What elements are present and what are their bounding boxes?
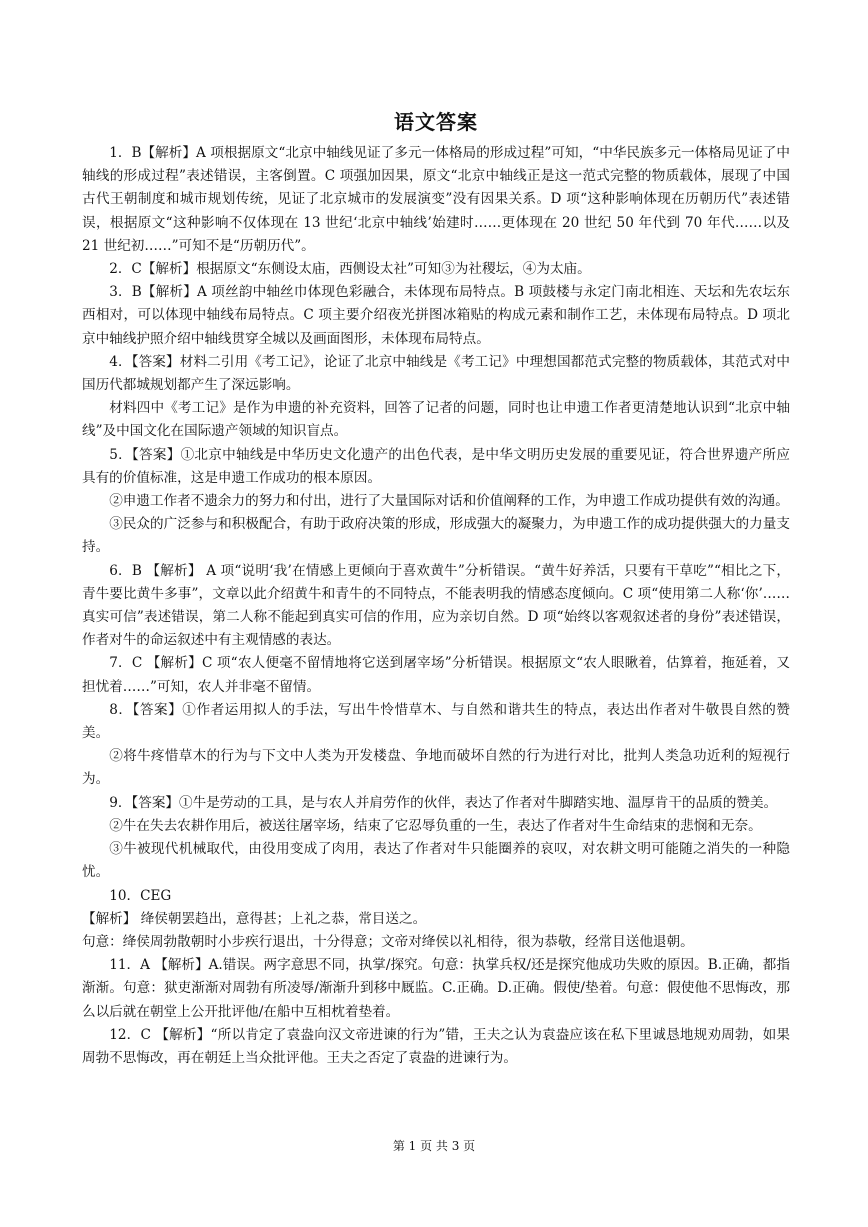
answer-4: 4．【答案】材料二引用《考工记》，论证了北京中轴线是《考工记》中理想国都范式完整的物质载体，其范式对中国历代都城规划都产生了深远影响。 (82, 353, 790, 394)
answer-11: 11．A 【解析】A.错误。两字意思不同，执掌/探究。句意：执掌兵权/还是探究他成功失败的原因。B.正确，都指渐渐。句意：狱吏渐渐对周勃有所凌辱/渐渐升到移中厩监。C.正确。D.正确。假使/垫着。句意：假使他不思悔改，那么以后就在朝堂上公开批评他/在船中互相枕着垫着。 (82, 957, 790, 1020)
answer-10: 10．CEG (109, 887, 172, 904)
answer-5-point-3: ③民众的广泛参与和积极配合，有助于政府决策的形成，形成强大的凝聚力，为申遗工作的成功提供强大的力量支持。 (82, 516, 790, 556)
answer-6: 6．B 【解析】 A 项“说明‘我’在情感上更倾向于喜欢黄牛”分析错误。“黄牛好养活，只要有干草吃”“相比之下，青牛要比黄牛多事”，文章以此介绍黄牛和青牛的不同特点，不能表明我的情感态度倾向。C 项“使用第二人称‘你’……真实可信”表述错误，第二人称不能起到真实可信的作用，应为亲切自然。D 项“始终以客观叙述者的身份”表述错误，作者对牛的命运叙述中有主观情感的表达。 (82, 562, 790, 649)
page-title: 语文答案 (394, 110, 478, 134)
answer-2: 2．C【解析】根据原文“东侧设太庙，西侧设太社”可知③为社稷坛，④为太庙。 (109, 261, 591, 278)
answer-9-point-2: ②牛在失去农耕作用后，被送往屠宰场，结束了它忍辱负重的一生，表达了作者对牛生命结束的悲悯和无奈。 (109, 817, 762, 834)
answer-1: 1．B【解析】A 项根据原文“北京中轴线见证了多元一体格局的形成过程”可知，“中华民族多元一体格局见证了中轴线的形成过程”表述错误，主客倒置。C 项强加因果，原文“北京中轴线正是这一范式完整的物质载体，展现了中国古代王朝制度和城市规划传统，见证了北京城市的发展演变”没有因果关系。D 项“这种影响体现在历朝历代”表述错误，根据原文“这种影响不仅体现在 13 世纪‘北京中轴线’始建时……更体现在 20 世纪 50 年代到 70 年代……以及 21 世纪初……”可知不是“历朝历代”。 (82, 145, 790, 254)
answer-9-point-1: 9．【答案】①牛是劳动的工具，是与农人并肩劳作的伙伴，表达了作者对牛脚踏实地、温厚肯干的品质的赞美。 (109, 794, 778, 811)
answer-10-analysis: 【解析】 绛侯朝罢趋出，意得甚；上礼之恭，常目送之。 (82, 910, 427, 927)
answer-sheet (82, 108, 790, 1070)
answer-8-point-1: 8．【答案】①作者运用拟人的手法，写出牛怜惜草木、与自然和谐共生的特点，表达出作者对牛敬畏自然的赞美。 (82, 701, 790, 742)
answer-8-point-2: ②将牛疼惜草木的行为与下文中人类为开发楼盘、争地而破坏自然的行为进行对比，批判人类急功近利的短视行为。 (82, 748, 790, 788)
answer-4-continued: 材料四中《考工记》是作为申遗的补充资料，回答了记者的问题，同时也让申遗工作者更清楚地认识到“北京中轴线”及中国文化在国际遗产领域的知识盲点。 (82, 400, 790, 440)
answer-9-point-3: ③牛被现代机械取代，由役用变成了肉用，表达了作者对牛只能圈养的哀叹，对农耕文明可能随之消失的一种隐忧。 (82, 841, 790, 881)
page-footer: 第 1 页 共 3 页 (392, 1139, 476, 1153)
answer-7: 7．C 【解析】C 项“农人便毫不留情地将它送到屠宰场”分析错误。根据原文“农人眼瞅着，估算着，拖延着，又担忧着……”可知，农人并非毫不留情。 (82, 655, 790, 695)
answer-10-translation: 句意：绛侯周勃散朝时小步疾行退出，十分得意；文帝对绛侯以礼相待，很为恭敬，经常目送他退朝。 (82, 933, 694, 950)
answer-5-point-1: 5．【答案】①北京中轴线是中华历史文化遗产的出色代表，是中华文明历史发展的重要见证，符合世界遗产所应具有的价值标准，这是申遗工作成功的根本原因。 (82, 446, 790, 486)
answer-3: 3．B【解析】A 项丝韵中轴丝巾体现色彩融合，未体现布局特点。B 项鼓楼与永定门南北相连、天坛和先农坛东西相对，可以体现中轴线布局特点。C 项主要介绍夜光拼图冰箱贴的构成元素和制作工艺，未体现布局特点。D 项北京中轴线护照介绍中轴线贯穿全城以及画面图形，未体现布局特点。 (82, 284, 790, 347)
answer-5-point-2: ②申遗工作者不遗余力的努力和付出，进行了大量国际对话和价值阐释的工作，为申遗工作成功提供有效的沟通。 (109, 493, 789, 510)
answer-12: 12．C 【解析】“所以肯定了袁盎向汉文帝进谏的行为”错，王夫之认为袁盎应该在私下里诚恳地规劝周勃，如果周勃不思悔改，再在朝廷上当众批评他。王夫之否定了袁盎的进谏行为。 (82, 1026, 790, 1066)
